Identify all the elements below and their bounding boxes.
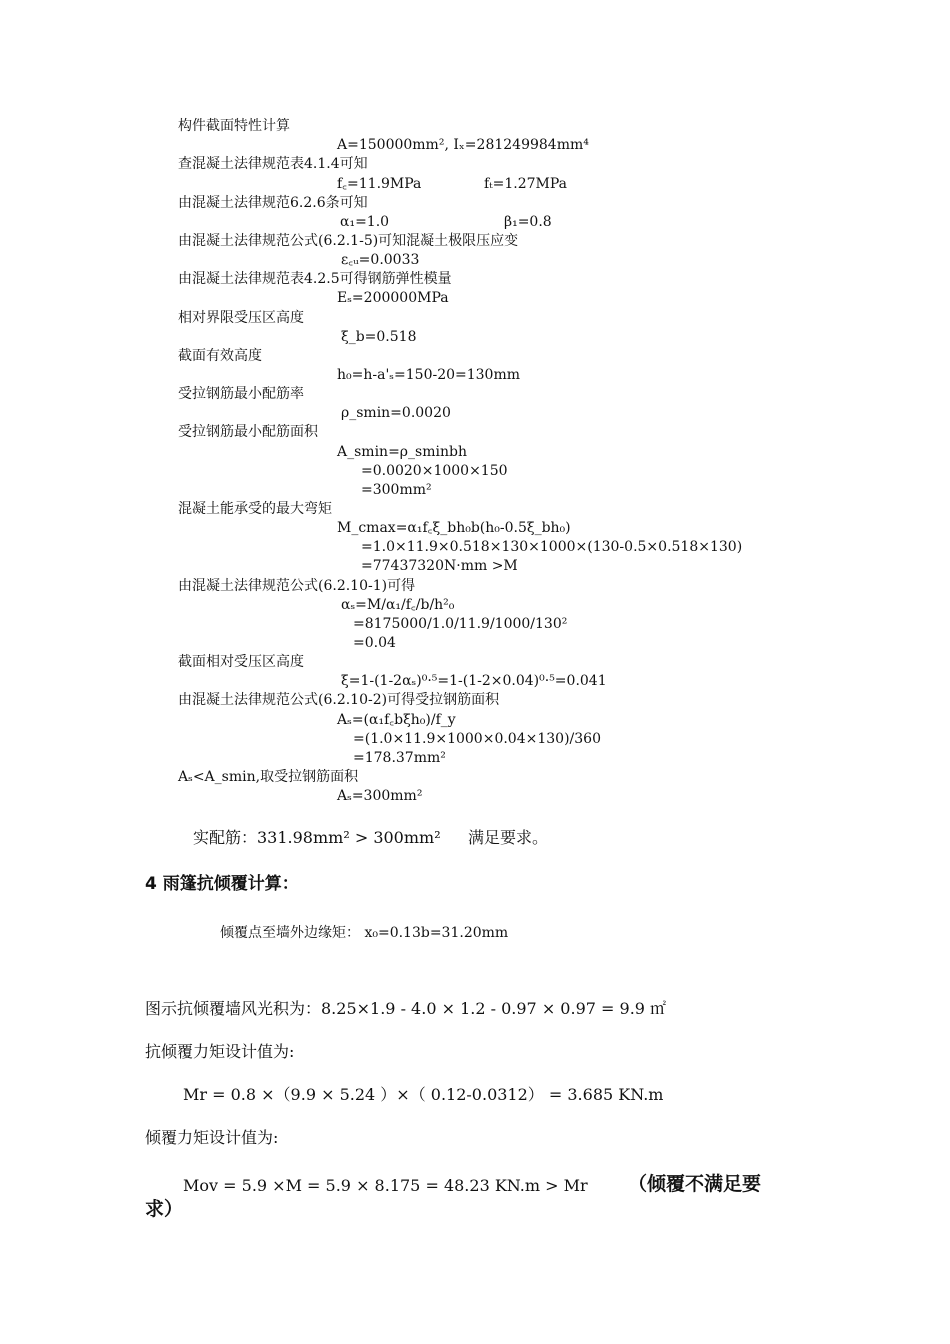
rebar-check: 实配筋：331.98mm² > 300mm² bbox=[193, 828, 441, 847]
formula-line: f꜀=11.9MPa bbox=[337, 176, 422, 192]
formula-line: fₜ=1.27MPa bbox=[484, 176, 568, 192]
formula-line: β₁=0.8 bbox=[504, 214, 552, 230]
formula-line: =178.37mm² bbox=[353, 750, 446, 766]
formula-line: A=150000mm², Iₓ=281249984mm⁴ bbox=[337, 137, 589, 153]
mov-formula: Mov = 5.9 ×M = 5.9 × 8.175 = 48.23 KN.m > Mr bbox=[183, 1176, 588, 1195]
rebar-ok: 满足要求。 bbox=[468, 828, 549, 847]
formula-line: =300mm² bbox=[361, 482, 432, 498]
text-line: 由混凝土法律规范6.2.6条可知 bbox=[178, 195, 368, 211]
formula-line: ρ_smin=0.0020 bbox=[341, 405, 451, 421]
formula-line: h₀=h-a'ₛ=150-20=130mm bbox=[337, 367, 521, 383]
formula-line: Eₛ=200000MPa bbox=[337, 290, 449, 306]
formula-line: Aₛ=300mm² bbox=[337, 788, 423, 804]
mov-note: （倾覆不满足要 bbox=[628, 1173, 762, 1195]
formula-line: =0.0020×1000×150 bbox=[361, 463, 508, 479]
formula-line: =8175000/1.0/11.9/1000/130² bbox=[353, 616, 568, 632]
text-line: 相对界限受压区高度 bbox=[178, 310, 304, 326]
mov-note-cont: 求） bbox=[145, 1198, 184, 1220]
mov-label: 倾覆力矩设计值为: bbox=[145, 1128, 279, 1147]
formula-line: ε꜀ᵤ=0.0033 bbox=[341, 252, 420, 268]
formula-line: =0.04 bbox=[353, 635, 396, 651]
text-line: 查混凝土法律规范表4.1.4可知 bbox=[178, 156, 368, 172]
formula-line: M_cmax=α₁f꜀ξ_bh₀b(h₀-0.5ξ_bh₀) bbox=[337, 520, 571, 536]
text-line: 由混凝土法律规范公式(6.2.10-1)可得 bbox=[178, 578, 416, 594]
text-line: 构件截面特性计算 bbox=[178, 118, 290, 134]
mr-formula: Mr = 0.8 ×（9.9 × 5.24 ）×（ 0.12-0.0312） = 3.685 KN.m bbox=[183, 1085, 664, 1104]
text-line: 受拉钢筋最小配筋面积 bbox=[178, 424, 318, 440]
formula-line: A_smin=ρ_sminbh bbox=[337, 444, 467, 460]
formula-line: α₁=1.0 bbox=[340, 214, 390, 230]
formula-line: ξ=1-(1-2αₛ)⁰·⁵=1-(1-2×0.04)⁰·⁵=0.041 bbox=[341, 673, 607, 689]
text-line: 由混凝土法律规范表4.2.5可得钢筋弹性模量 bbox=[178, 271, 452, 287]
formula-line: =77437320N·mm >M bbox=[361, 558, 518, 574]
formula-line: ξ_b=0.518 bbox=[341, 329, 417, 345]
text-line: Aₛ<A_smin,取受拉钢筋面积 bbox=[178, 769, 359, 785]
text-line: 混凝土能承受的最大弯矩 bbox=[178, 501, 332, 517]
text-line: 由混凝土法律规范公式(6.2.10-2)可得受拉钢筋面积 bbox=[178, 692, 500, 708]
formula-line: αₛ=M/α₁/f꜀/b/h²₀ bbox=[341, 597, 455, 613]
text-line: 由混凝土法律规范公式(6.2.1-5)可知混凝土极限压应变 bbox=[178, 233, 519, 249]
text-line: 截面相对受压区高度 bbox=[178, 654, 304, 670]
area-line: 图示抗倾覆墙风光积为：8.25×1.9 - 4.0 × 1.2 - 0.97 × 0.97 = 9.9 ㎡ bbox=[145, 999, 667, 1018]
x0-line: 倾覆点至墙外边缘矩： x₀=0.13b=31.20mm bbox=[220, 925, 509, 941]
formula-line: =1.0×11.9×0.518×130×1000×(130-0.5×0.518×130) bbox=[361, 539, 743, 555]
section-heading: 4 雨篷抗倾覆计算： bbox=[145, 874, 299, 894]
formula-line: =(1.0×11.9×1000×0.04×130)/360 bbox=[353, 731, 601, 747]
text-line: 受拉钢筋最小配筋率 bbox=[178, 386, 304, 402]
mr-label: 抗倾覆力矩设计值为: bbox=[145, 1042, 295, 1061]
text-line: 截面有效高度 bbox=[178, 348, 262, 364]
formula-line: Aₛ=(α₁f꜀bξh₀)/f_y bbox=[337, 712, 456, 728]
